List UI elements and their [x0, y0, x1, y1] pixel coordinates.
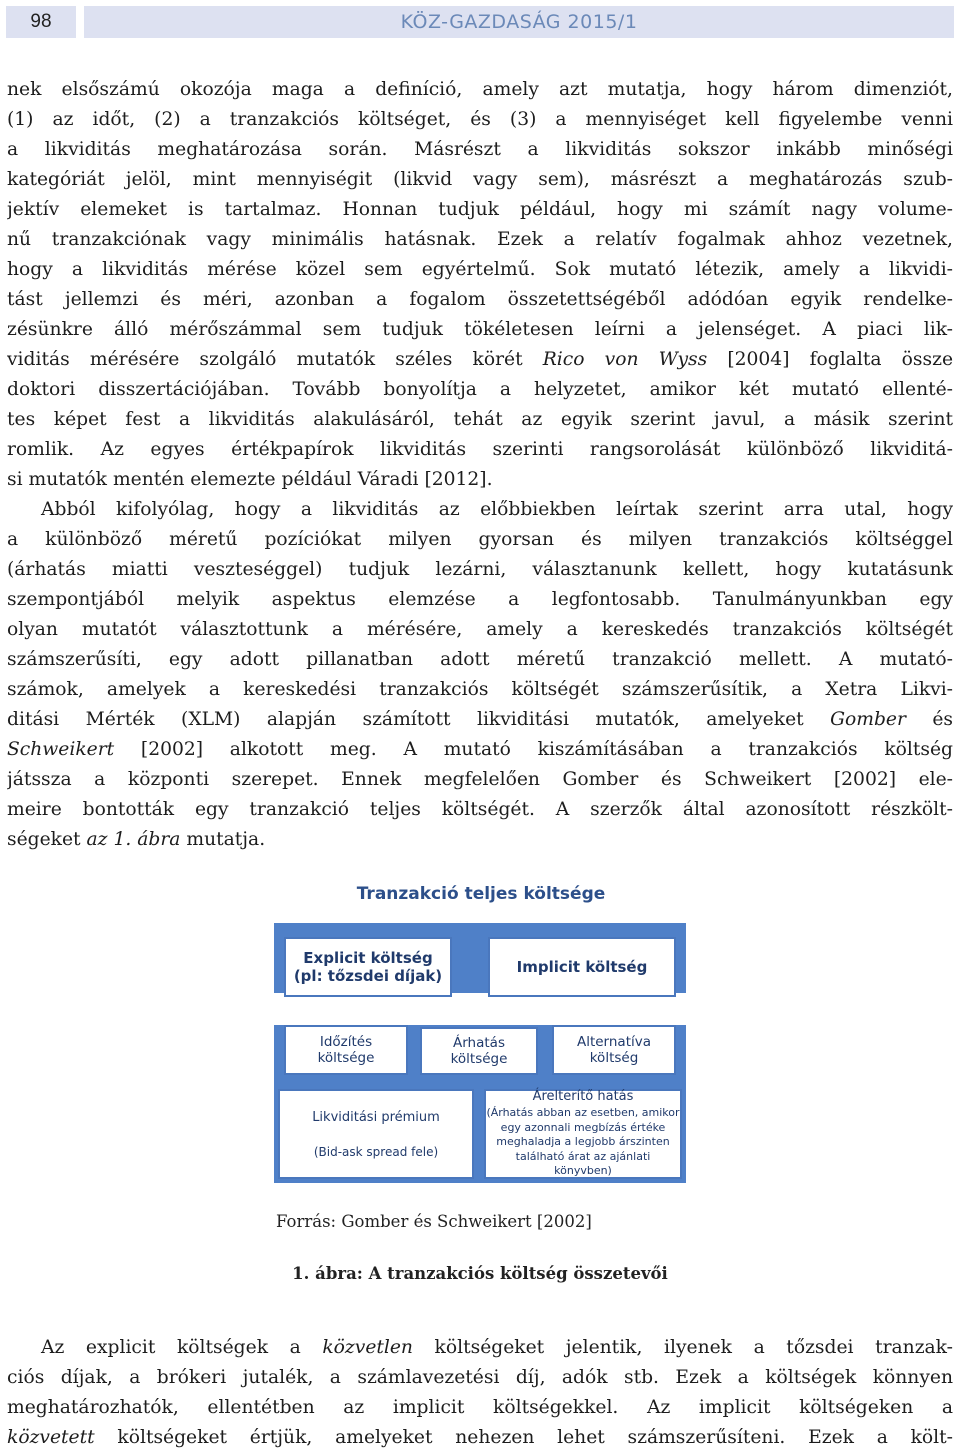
text-line — [7, 1333, 953, 1363]
text-line — [7, 75, 953, 105]
text-line — [7, 765, 953, 795]
text-segment: romlik. Az egyes értékpapírok likviditás szerinti rangsorolását különböző likviditá- — [7, 439, 953, 460]
text-segment: Az explicit költségek a — [41, 1337, 323, 1358]
text-line — [7, 525, 953, 555]
text-line — [7, 345, 953, 375]
text-segment: ségeket — [7, 829, 87, 850]
text-segment: és — [905, 709, 953, 730]
text-line — [7, 465, 953, 495]
text-segment: jektív elemeket is tartalmaz. Honnan tudjuk például, hogy mi számít nagy volume- — [7, 199, 953, 220]
text-segment: hogy a likviditás mérése közel sem egyértelmű. Sok mutató létezik, amely a likvidi- — [7, 259, 953, 280]
text-segment: tást jellemzi és méri, azonban a fogalom összetettségéből adódóan egyik rendelke- — [7, 289, 953, 310]
text-segment: a likviditás meghatározása során. Másrészt a likviditás sokszor inkább minőségi — [7, 139, 953, 160]
text-line — [7, 225, 953, 255]
text-line — [7, 645, 953, 675]
text-line — [7, 555, 953, 585]
figure-title: Tranzakció teljes költsége — [356, 884, 606, 904]
text-segment: számszerűsíti, egy adott pillanatban adott méretű tranzakció mellett. A mutató- — [7, 649, 953, 670]
text-segment: [2004] foglalta össze — [707, 349, 953, 370]
paragraph-3 — [7, 1333, 953, 1453]
text-segment: játssza a központi szerepet. Ennek megfelelően Gomber és Schweikert [2002] ele- — [7, 769, 953, 790]
italic-text: közvetett — [7, 1427, 95, 1448]
text-line — [7, 105, 953, 135]
paragraph-1 — [7, 75, 953, 495]
text-segment: költségeket értjük, amelyeket nehezen lehet számszerűsíteni. Ezek a költ- — [94, 1427, 953, 1448]
text-line — [7, 405, 953, 435]
implicit-cost-box: Implicit költség — [488, 937, 676, 997]
text-line — [7, 315, 953, 345]
text-line — [7, 495, 953, 525]
price-impact-cost-box: Árhatás költsége — [420, 1027, 538, 1075]
text-line — [7, 285, 953, 315]
text-line — [7, 375, 953, 405]
figure-1 — [274, 877, 686, 1183]
text-line — [7, 795, 953, 825]
text-segment: si mutatók mentén elemezte például Váradi [2012]. — [7, 469, 493, 490]
timing-cost-box: Időzítés költsége — [284, 1025, 408, 1075]
paragraph-2 — [7, 495, 953, 855]
figure-source: Forrás: Gomber és Schweikert [2002] — [276, 1212, 592, 1231]
text-segment: meire bontották egy tranzakció teljes költségét. A szerzők által azonosított részkölt- — [7, 799, 953, 820]
text-segment: olyan mutatót választottunk a mérésére, amely a kereskedés tranzakciós költségét — [7, 619, 953, 640]
text-line — [7, 1423, 953, 1453]
text-segment: viditás mérésére szolgáló mutatók széles körét — [7, 349, 543, 370]
text-line — [7, 1363, 953, 1393]
text-segment: szempontjából melyik aspektus elemzése a legfontosabb. Tanulmányunkban egy — [7, 589, 953, 610]
text-segment: (1) az időt, (2) a tranzakciós költséget, és (3) a mennyiséget kell figyelembe venni — [7, 109, 953, 130]
liquidity-premium-box: Likviditási prémium (Bid-ask spread fele) — [278, 1089, 474, 1179]
text-segment: zésünkre álló mérőszámmal sem tudjuk tökéletesen leírni a jelenséget. A piaci lik- — [7, 319, 953, 340]
alternative-cost-box: Alternatíva költség — [552, 1025, 676, 1075]
text-line — [7, 615, 953, 645]
journal-title: KÖZ-GAZDASÁG 2015/1 — [84, 6, 954, 38]
text-line — [7, 735, 953, 765]
text-line — [7, 1393, 953, 1423]
text-segment: nű tranzakciónak vagy minimális hatásnak. Ezek a relatív fogalmak ahhoz vezetnek, — [7, 229, 953, 250]
italic-text: Rico von Wyss — [542, 349, 708, 370]
page-header — [6, 6, 954, 38]
italic-text: Schweikert — [7, 739, 115, 760]
text-line — [7, 255, 953, 285]
text-segment: nek elsőszámú okozója maga a definíció, amely azt mutatja, hogy három dimenziót, — [7, 79, 953, 100]
text-segment: ditási Mérték (XLM) alapján számított likviditási mutatók, amelyeket — [7, 709, 831, 730]
text-segment: mutatja. — [180, 829, 266, 850]
text-segment: doktori disszertációjában. Tovább bonyolítja a helyzetet, amikor két mutató ellenté- — [7, 379, 953, 400]
text-line — [7, 195, 953, 225]
text-segment: Abból kifolyólag, hogy a likviditás az előbbiekben leírtak szerint arra utal, hogy — [41, 499, 953, 520]
text-line — [7, 585, 953, 615]
text-segment: számok, amelyek a kereskedési tranzakciós költségét számszerűsítik, a Xetra Likvi- — [7, 679, 953, 700]
text-segment: [2002] alkotott meg. A mutató kiszámításában a tranzakciós költség — [114, 739, 953, 760]
italic-text: közvetlen — [322, 1337, 413, 1358]
text-segment: (árhatás miatti veszteséggel) tudjuk lezárni, választanunk kellett, hogy kutatásunk — [7, 559, 953, 580]
text-segment: költségeket jelentik, ilyenek a tőzsdei tranzak- — [412, 1337, 953, 1358]
figure-caption: 1. ábra: A tranzakciós költség összetevői — [292, 1264, 668, 1283]
italic-text: az 1. ábra — [86, 829, 181, 850]
text-segment: meghatározhatók, ellentétben az implicit költségekkel. Az implicit költségeken a — [7, 1397, 953, 1418]
text-line — [7, 825, 953, 855]
italic-text: Gomber — [830, 709, 906, 730]
page-number: 98 — [6, 6, 76, 38]
text-line — [7, 165, 953, 195]
text-segment: a különböző méretű pozíciókat milyen gyorsan és milyen tranzakciós költséggel — [7, 529, 953, 550]
text-line — [7, 675, 953, 705]
price-effect-box: Árelterítő hatás (Árhatás abban az esetben, amikor egy azonnali megbízás értéke meghaladja a legjobb árszinten található árat az ajánlati könyvben) — [484, 1089, 682, 1179]
text-segment: kategóriát jelöl, mint mennyiségit (likvid vagy sem), másrészt a meghatározás szub- — [7, 169, 953, 190]
text-line — [7, 705, 953, 735]
text-line — [7, 435, 953, 465]
text-segment: tes képet fest a likviditás alakulásáról, tehát az egyik szerint javul, a másik szerint — [7, 409, 953, 430]
text-line — [7, 135, 953, 165]
text-segment: ciós díjak, a brókeri jutalék, a számlavezetési díj, adók stb. Ezek a költségek könnyen — [7, 1367, 953, 1388]
explicit-cost-box: Explicit költség (pl: tőzsdei díjak) — [284, 937, 452, 997]
